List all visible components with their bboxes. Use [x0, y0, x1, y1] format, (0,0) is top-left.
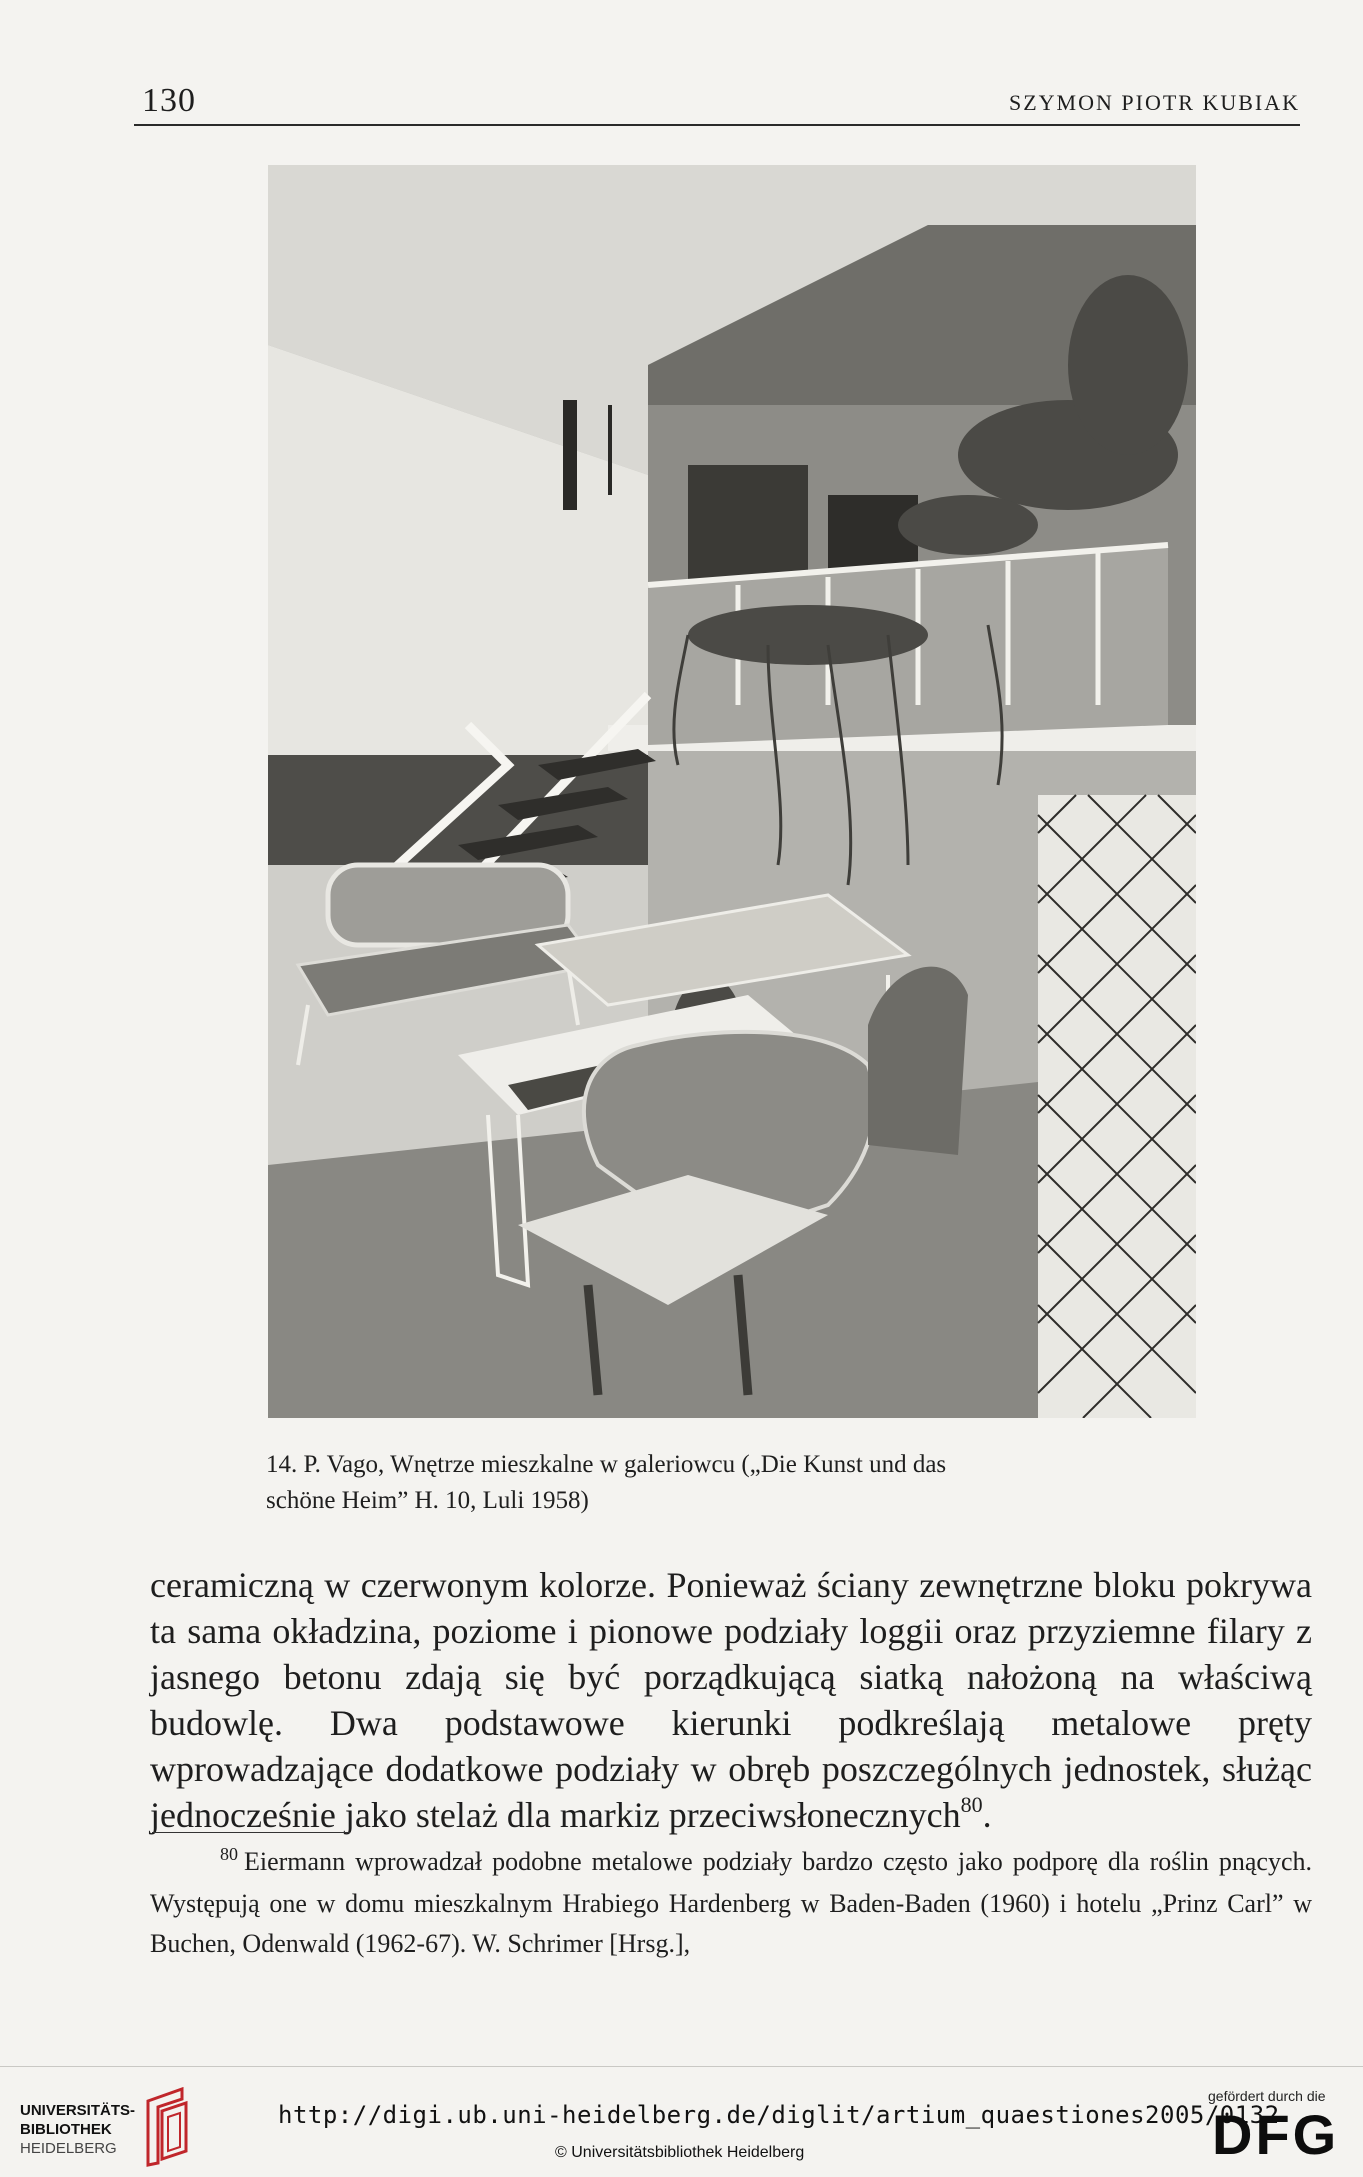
paragraph-text: ceramiczną w czerwonym kolorze. Ponieważ ściany zewnętrzne bloku pokrywa ta sama okładzina, poziome i pionowe podziały loggii oraz przyziemne filary z jasnego betonu zdają się być porządkującą siatką nałożoną na właściwą budowlę. Dwa podstawowe kierunki podkreślają metalowe pręty wprowadzające dodatkowe podziały w obręb poszczególnych jednostek, służąc jednocześnie jako stelaż dla markiz przeciwsłonecznych [150, 1565, 1312, 1835]
permalink-url[interactable]: http://digi.ub.uni-heidelberg.de/diglit/artium_quaestiones2005/0132 [278, 2101, 1280, 2129]
dfg-logo[interactable]: DFG [1212, 2103, 1340, 2166]
page-footer [0, 2066, 1363, 2177]
library-name[interactable] [20, 2101, 150, 2158]
caption-line: 14. P. Vago, Wnętrze mieszkalne w galeriowcu („Die Kunst und das [266, 1451, 947, 1478]
footnote [150, 1842, 1312, 1964]
library-name-line: BIBLIOTHEK [20, 2121, 112, 2138]
caption-line: schöne Heim” H. 10, Luli 1958) [266, 1487, 589, 1514]
copyright-notice: © Universitätsbibliothek Heidelberg [555, 2144, 805, 2161]
figure-photo [268, 165, 1196, 1418]
footnote-reference[interactable]: 80 [960, 1792, 983, 1817]
funding-note: gefördert durch die [1208, 2088, 1326, 2104]
body-paragraph [150, 1562, 1312, 1838]
library-name-line: HEIDELBERG [20, 2140, 117, 2157]
running-head: SZYMON PIOTR KUBIAK [1008, 90, 1300, 115]
page-number: 130 [142, 82, 196, 119]
footnote-rule [152, 1832, 350, 1833]
footnote-text: Eiermann wprowadzał podobne metalowe podziały bardzo często jako podporę dla roślin pnących. Występują one w domu mieszkalnym Hrabiego Hardenberg w Baden-Baden (1960) i hotelu „Prinz Carl” w Buchen, Odenwald (1962-67). W. Schrimer [Hrsg.], [150, 1847, 1312, 1958]
paragraph-end: . [982, 1795, 992, 1835]
footnote-number: 80 [220, 1844, 238, 1864]
page-header [134, 78, 1300, 126]
interior-photo-drawing [268, 165, 1196, 1418]
library-logo-icon [138, 2087, 192, 2167]
library-name-line: UNIVERSITÄTS- [20, 2102, 136, 2119]
figure-caption [266, 1447, 1196, 1519]
